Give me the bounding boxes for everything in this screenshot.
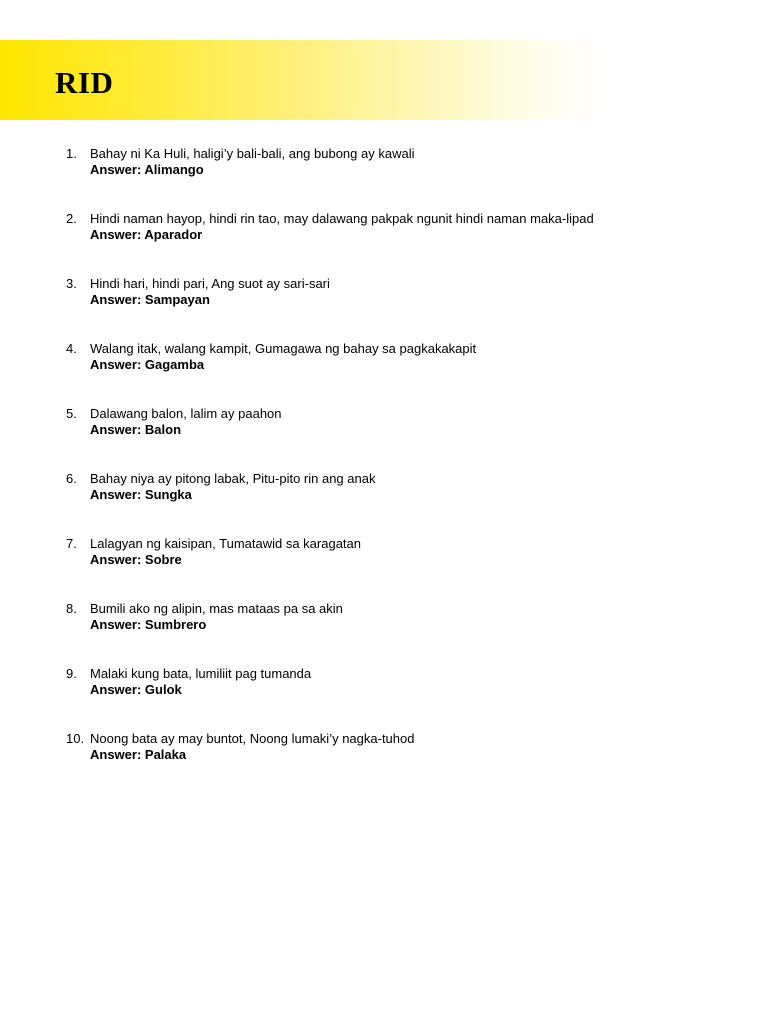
riddle-item	[66, 666, 746, 731]
riddle-question: Malaki kung bata, lumiliit pag tumanda	[90, 666, 312, 681]
riddle-question: Bahay niya ay pitong labak, Pitu-pito rin ang anak	[90, 471, 376, 486]
riddle-number: 5.	[66, 406, 77, 421]
riddle-item	[66, 601, 746, 666]
riddle-number: 9.	[66, 666, 77, 681]
riddle-answer: Answer: Sungka	[90, 487, 192, 502]
page-title: RID	[55, 65, 114, 100]
riddle-number: 2.	[66, 211, 77, 226]
riddle-question: Noong bata ay may buntot, Noong lumaki’y nagka-tuhod	[90, 731, 415, 746]
riddle-question: Dalawang balon, lalim ay paahon	[90, 406, 282, 421]
riddle-item	[66, 276, 746, 341]
riddle-number: 6.	[66, 471, 77, 486]
riddle-answer: Answer: Gulok	[90, 682, 182, 697]
riddle-answer: Answer: Gagamba	[90, 357, 205, 372]
riddle-item	[66, 731, 746, 796]
riddle-question: Hindi hari, hindi pari, Ang suot ay sari-sari	[90, 276, 330, 291]
riddle-item	[66, 536, 746, 601]
riddle-number: 1.	[66, 146, 77, 161]
riddle-answer: Answer: Sampayan	[90, 292, 210, 307]
riddle-item	[66, 146, 746, 211]
riddle-question: Bahay ni Ka Huli, haligi’y bali-bali, ang bubong ay kawali	[90, 146, 415, 161]
riddle-number: 7.	[66, 536, 77, 551]
riddle-answer: Answer: Alimango	[90, 162, 204, 177]
riddle-item	[66, 471, 746, 536]
riddle-list	[66, 146, 746, 796]
riddle-question: Bumili ako ng alipin, mas mataas pa sa akin	[90, 601, 343, 616]
riddle-answer: Answer: Palaka	[90, 747, 187, 762]
riddle-number: 3.	[66, 276, 77, 291]
riddle-question: Hindi naman hayop, hindi rin tao, may dalawang pakpak ngunit hindi naman maka-lipad	[90, 211, 594, 226]
riddle-answer: Answer: Balon	[90, 422, 182, 437]
riddle-item	[66, 406, 746, 471]
riddle-item	[66, 341, 746, 406]
riddle-question: Lalagyan ng kaisipan, Tumatawid sa karagatan	[90, 536, 362, 551]
riddle-answer: Answer: Aparador	[90, 227, 203, 242]
riddle-number: 4.	[66, 341, 77, 356]
riddle-answer: Answer: Sobre	[90, 552, 182, 567]
riddle-number: 8.	[66, 601, 77, 616]
riddle-number: 10.	[66, 731, 85, 746]
riddle-answer: Answer: Sumbrero	[90, 617, 207, 632]
riddle-item	[66, 211, 746, 276]
riddle-question: Walang itak, walang kampit, Gumagawa ng bahay sa pagkakakapit	[90, 341, 477, 356]
